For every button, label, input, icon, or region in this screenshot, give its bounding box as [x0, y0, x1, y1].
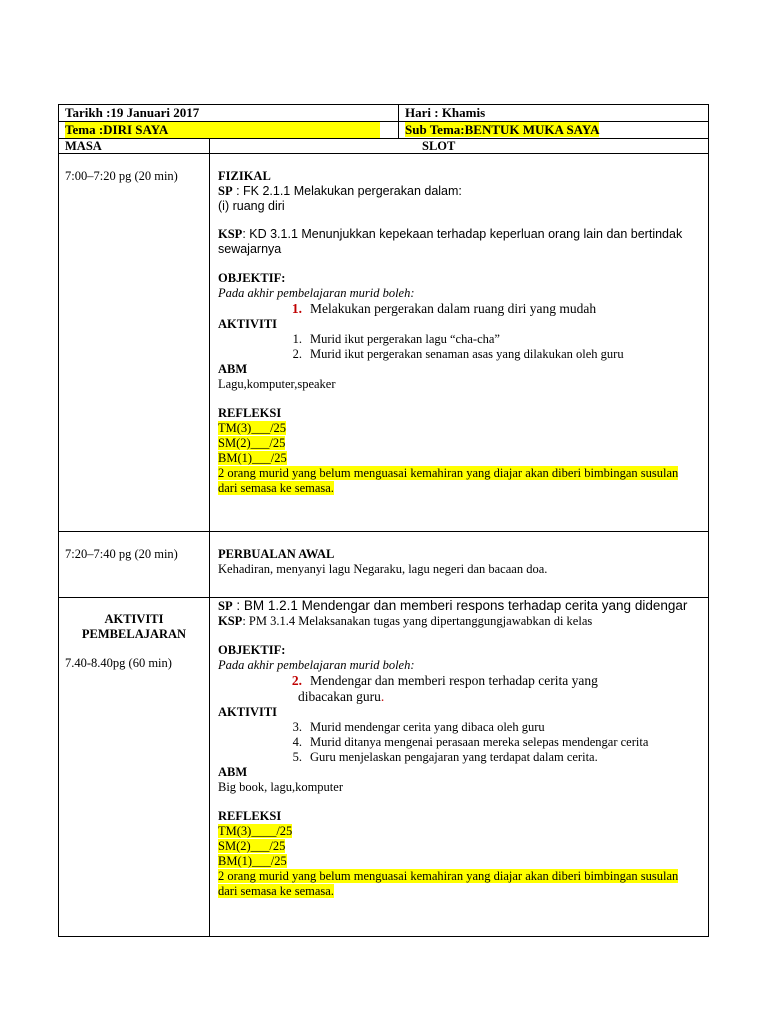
ksp-label: KSP: [218, 227, 243, 241]
aktiviti-title-2: PEMBELAJARAN: [81, 627, 187, 641]
sp-label: SP: [218, 599, 233, 613]
fizikal-time: 7:00–7:20 pg (20 min): [65, 169, 178, 183]
list-item: 1. Murid ikut pergerakan lagu “cha-cha”: [292, 332, 500, 346]
aktiviti-note: 2 orang murid yang belum menguasai kemahiran yang diajar akan diberi bimbingan susulan dari semasa ke semasa.: [218, 869, 679, 898]
fizikal-time-cell: [59, 154, 210, 532]
list-item: 1. Melakukan pergerakan dalam ruang diri yang mudah: [291, 301, 597, 316]
aktiviti-abm-text: Big book, lagu,komputer: [218, 780, 343, 794]
fizikal-activities: [218, 332, 702, 362]
fizikal-bm: BM(1)___/25: [218, 451, 287, 465]
aktiviti-refleksi-label: REFLEKSI: [218, 809, 282, 823]
sp-label: SP: [218, 184, 233, 198]
aktiviti-sp: [218, 598, 702, 614]
aktiviti-objective: 2. Mendengar dan memberi respon terhadap cerita yang dibacakan guru.: [218, 673, 702, 705]
lesson-plan-table: [58, 104, 709, 937]
fizikal-objectives: [218, 301, 702, 317]
tarikh-cell: Tarikh :19 Januari 2017: [59, 105, 399, 122]
sp-text: : BM 1.2.1 Mendengar dan memberi respons terhadap cerita yang didengar: [232, 598, 688, 613]
list-item: 4. Murid ditanya mengenai perasaan mereka selepas mendengar cerita: [292, 735, 649, 749]
masa-header: MASA: [59, 139, 210, 154]
tema-cell: [59, 122, 399, 139]
fizikal-sp-line2: (i) ruang diri: [218, 199, 285, 213]
aktiviti-objektif-intro: Pada akhir pembelajaran murid boleh:: [218, 658, 415, 672]
date-row: [59, 105, 709, 122]
fizikal-abm-text: Lagu,komputer,speaker: [218, 377, 336, 391]
fizikal-abm-label: ABM: [218, 362, 248, 376]
list-item: 2. Mendengar dan memberi respon terhadap cerita yang: [291, 673, 598, 688]
perbualan-row: [59, 532, 709, 598]
fizikal-aktiviti-label: AKTIVITI: [218, 317, 278, 331]
aktiviti-bm: BM(1)___/25: [218, 854, 287, 868]
perbualan-title: PERBUALAN AWAL: [218, 547, 335, 561]
fizikal-sp: [218, 184, 702, 199]
sub-tema-cell: [399, 122, 709, 139]
aktiviti-row: [59, 598, 709, 937]
perbualan-content-cell: [210, 532, 709, 598]
column-header-row: [59, 139, 709, 154]
perbualan-time-cell: [59, 532, 210, 598]
lesson-plan-page: [58, 104, 708, 937]
aktiviti-tm: TM(3)____/25: [218, 824, 293, 838]
sp-text: : FK 2.1.1 Melakukan pergerakan dalam:: [232, 184, 462, 198]
fizikal-objektif-label: OBJEKTIF:: [218, 271, 286, 285]
fizikal-tm: TM(3)___/25: [218, 421, 287, 435]
aktiviti-objektif-label: OBJEKTIF:: [218, 643, 286, 657]
fizikal-refleksi-label: REFLEKSI: [218, 406, 282, 420]
aktiviti-time-cell: [59, 598, 210, 937]
aktiviti-content-cell: [210, 598, 709, 937]
fizikal-ksp: [218, 227, 702, 257]
fizikal-objektif-intro: Pada akhir pembelajaran murid boleh:: [218, 286, 415, 300]
fizikal-content-cell: [210, 154, 709, 532]
ksp-text: : PM 3.1.4 Melaksanakan tugas yang dipertanggungjawabkan di kelas: [242, 614, 593, 628]
list-item: 3. Murid mendengar cerita yang dibaca oleh guru: [292, 720, 545, 734]
aktiviti-time: 7.40-8.40pg (60 min): [65, 656, 172, 670]
fizikal-sm: SM(2)___/25: [218, 436, 286, 450]
fizikal-row: [59, 154, 709, 532]
slot-header: [210, 139, 709, 154]
list-item: 5. Guru menjelaskan pengajaran yang terdapat dalam cerita.: [292, 750, 598, 764]
aktiviti-title-1: AKTIVITI: [104, 612, 164, 626]
perbualan-text: Kehadiran, menyanyi lagu Negaraku, lagu negeri dan bacaan doa.: [218, 562, 548, 576]
list-item: 2. Murid ikut pergerakan senaman asas yang dilakukan oleh guru: [292, 347, 624, 361]
tema-row: [59, 122, 709, 139]
aktiviti-ksp: [218, 614, 702, 629]
hari-cell: Hari : Khamis: [399, 105, 709, 122]
aktiviti-sm: SM(2)___/25: [218, 839, 286, 853]
perbualan-time: 7:20–7:40 pg (20 min): [65, 547, 178, 561]
tema-text: Tema :DIRI SAYA: [65, 122, 380, 138]
aktiviti-aktiviti-label: AKTIVITI: [218, 705, 278, 719]
aktiviti-activities: [218, 720, 702, 765]
fizikal-note: 2 orang murid yang belum menguasai kemahiran yang diajar akan diberi bimbingan susulan dari semasa ke semasa.: [218, 466, 679, 495]
slot-label: SLOT: [422, 139, 456, 153]
fizikal-title: FIZIKAL: [218, 169, 271, 183]
sub-tema-text: Sub Tema:BENTUK MUKA SAYA: [405, 122, 600, 137]
aktiviti-abm-label: ABM: [218, 765, 248, 779]
ksp-label: KSP: [218, 614, 243, 628]
ksp-text: : KD 3.1.1 Menunjukkan kepekaan terhadap keperluan orang lain dan bertindak sewajarnya: [218, 227, 683, 256]
